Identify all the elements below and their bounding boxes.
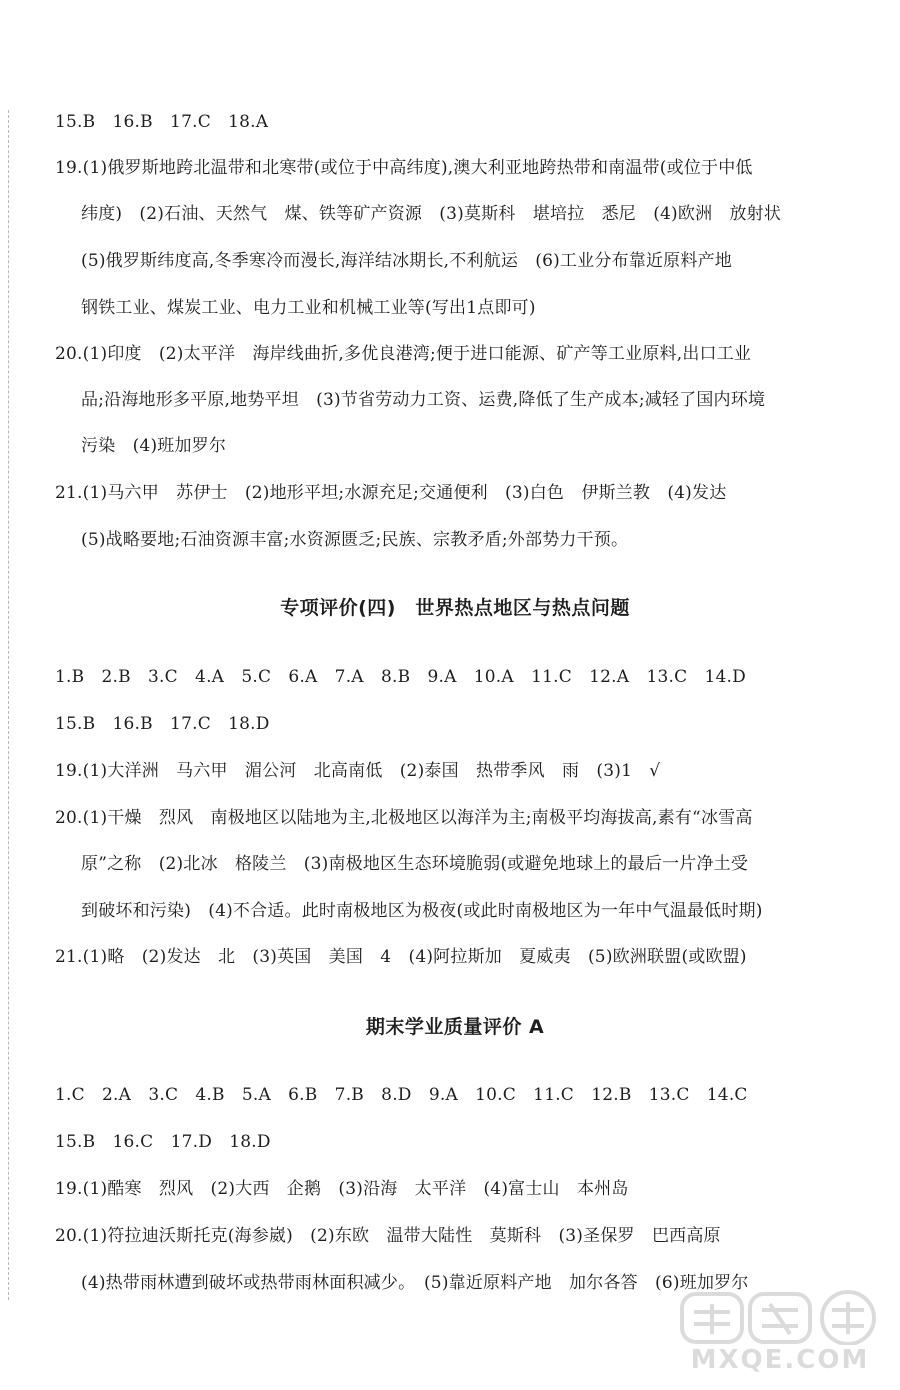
margin-dashed-rule <box>8 110 9 1300</box>
answer-line: 污染 (4)班加罗尔 <box>81 436 227 456</box>
answer-line: 19.(1)酷寒 烈风 (2)大西 企鹅 (3)沿海 太平洋 (4)富士山 本州岛 <box>55 1179 629 1199</box>
watermark-site-text: MXQE.COM <box>690 1345 870 1375</box>
answer-line: 21.(1)略 (2)发达 北 (3)英国 美国 4 (4)阿拉斯加 夏威夷 (5)欧洲联盟(或欧盟) <box>55 947 747 967</box>
answer-line: 15.B 16.B 17.C 18.D <box>55 714 270 734</box>
watermark <box>680 1290 880 1375</box>
answer-line: 20.(1)印度 (2)太平洋 海岸线曲折,多优良港湾;便于进口能源、矿产等工业原料,出口工业 <box>55 344 752 364</box>
answer-line: 到破坏和污染) (4)不合适。此时南极地区为极夜(或此时南极地区为一年中气温最低时期) <box>81 901 763 921</box>
answer-line: 15.B 16.B 17.C 18.A <box>55 112 269 132</box>
answer-line: 19.(1)俄罗斯地跨北温带和北寒带(或位于中高纬度),澳大利亚地跨热带和南温带(或位于中低 <box>55 158 753 178</box>
answer-line: (5)俄罗斯纬度高,冬季寒冷而漫长,海洋结冰期长,不利航运 (6)工业分布靠近原料产地 <box>81 251 732 271</box>
answer-line: 20.(1)符拉迪沃斯托克(海参崴) (2)东欧 温带大陆性 莫斯科 (3)圣保罗 巴西高原 <box>55 1226 721 1246</box>
answer-line: 20.(1)干燥 烈风 南极地区以陆地为主,北极地区以海洋为主;南极平均海拔高,素有“冰雪高 <box>55 808 753 828</box>
answer-line: (5)战略要地;石油资源丰富;水资源匮乏;民族、宗教矛盾;外部势力干预。 <box>81 530 629 550</box>
answer-line: 15.B 16.C 17.D 18.D <box>55 1132 271 1152</box>
answer-line: 品;沿海地形多平原,地势平坦 (3)节省劳动力工资、运费,降低了生产成本;减轻了国内环境 <box>81 390 766 410</box>
section-heading-special-review-4: 专项评价(四) 世界热点地区与热点问题 <box>280 597 630 619</box>
answer-line: 钢铁工业、煤炭工业、电力工业和机械工业等(写出1点即可) <box>81 298 536 318</box>
answer-line: 21.(1)马六甲 苏伊士 (2)地形平坦;水源充足;交通便利 (3)白色 伊斯兰教 (4)发达 <box>55 483 727 503</box>
answer-line: 原”之称 (2)北冰 格陵兰 (3)南极地区生态环境脆弱(或避免地球上的最后一片净土受 <box>81 854 749 874</box>
section-heading-final-review-a: 期末学业质量评价 A <box>365 1016 545 1038</box>
answer-line: 19.(1)大洋洲 马六甲 湄公河 北高南低 (2)泰国 热带季风 雨 (3)1 √ <box>55 761 661 781</box>
watermark-logo-icon <box>680 1290 880 1345</box>
answer-line: 1.C 2.A 3.C 4.B 5.A 6.B 7.B 8.D 9.A 10.C 11.C 12.B 13.C 14.C <box>55 1085 748 1105</box>
answer-line: (4)热带雨林遭到破坏或热带雨林面积减少。 (5)靠近原料产地 加尔各答 (6)班加罗尔 <box>81 1273 749 1293</box>
answer-line: 纬度) (2)石油、天然气 煤、铁等矿产资源 (3)莫斯科 堪培拉 悉尼 (4)欧洲 放射状 <box>81 204 782 224</box>
answer-line: 1.B 2.B 3.C 4.A 5.C 6.A 7.A 8.B 9.A 10.A 11.C 12.A 13.C 14.D <box>55 667 746 687</box>
